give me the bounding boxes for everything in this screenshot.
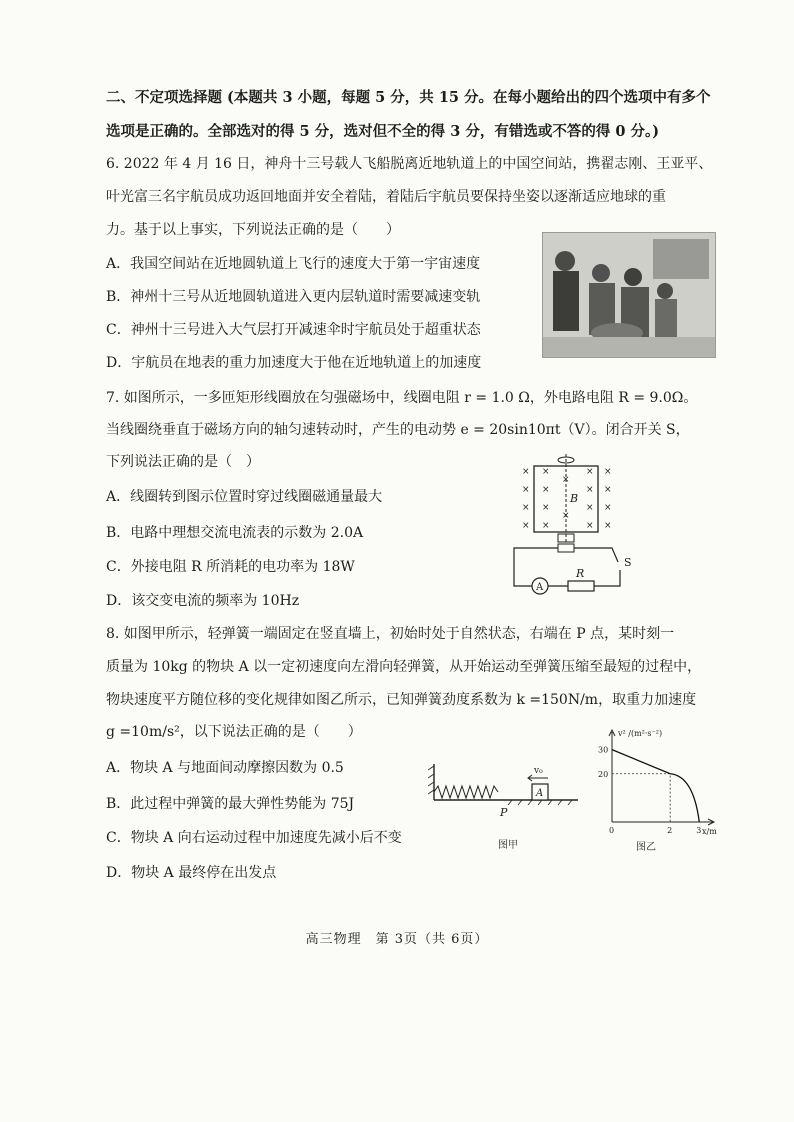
q7-stem-line2: 当线圈绕垂直于磁场方向的轴匀速转动时，产生的电动势 e = 20sin10πt（V）。闭合开关 S，	[106, 422, 690, 438]
resistor-icon	[568, 581, 594, 591]
svg-text:×: ×	[604, 503, 612, 513]
q6-option-d: D．宇航员在地表的重力加速度大于他在近地轨道上的加速度	[106, 355, 482, 371]
resistor-label: R	[576, 567, 585, 580]
q8-option-d: D．物块 A 最终停在出发点	[106, 865, 277, 881]
q6-option-c: C．神州十三号进入大气层打开减速伞时宇航员处于超重状态	[106, 322, 481, 338]
guide-line	[612, 774, 670, 822]
spring-icon	[434, 786, 498, 798]
svg-text:×: ×	[586, 521, 594, 531]
y-tick-label: 20	[598, 769, 609, 779]
svg-text:×: ×	[586, 503, 594, 513]
q6-stem-line1: 6. 2022 年 4 月 16 日，神舟十三号载人飞船脱离近地轨道上的中国空间站，携翟志刚、王亚平、	[106, 156, 713, 172]
section-heading-line1: 二、不定项选择题 (本题共 3 小题，每题 5 分，共 15 分。在每小题给出的四个选项中有多个	[106, 89, 711, 106]
point-p-label: P	[500, 806, 508, 819]
field-label-b: B	[570, 492, 579, 505]
q7-circuit-figure	[500, 452, 640, 602]
svg-text:×: ×	[522, 467, 530, 477]
x-axis-label: x/m	[702, 827, 717, 836]
q8-stem-line2: 质量为 10kg 的物块 A 以一定初速度向左滑向轻弹簧，从开始运动至弹簧压缩至最短的过程中，	[106, 659, 702, 675]
q8-stem-line3: 物块速度平方随位移的变化规律如图乙所示，已知弹簧劲度系数为 k =150N/m，取重力加速度	[106, 692, 697, 708]
q8-figure-yi-chart	[588, 726, 722, 854]
q6-stem-line3: 力。基于以上事实，下列说法正确的是（ ）	[106, 222, 400, 238]
svg-text:×: ×	[542, 521, 550, 531]
series-line	[612, 750, 699, 822]
q8-option-b: B．此过程中弹簧的最大弹性势能为 75J	[106, 796, 355, 812]
y-axis-label: v² /(m²·s⁻²)	[618, 729, 663, 738]
q6-option-b: B．神州十三号从近地圆轨道进入更内层轨道时需要减速变轨	[106, 289, 481, 305]
svg-text:×: ×	[562, 511, 570, 521]
q7-stem-line1: 7. 如图所示，一多匝矩形线圈放在匀强磁场中，线圈电阻 r = 1.0 Ω，外电路电阻 R = 9.0Ω。	[106, 390, 698, 406]
y-tick-label: 30	[598, 745, 609, 755]
svg-text:×: ×	[542, 485, 550, 495]
q6-option-a: A．我国空间站在近地圆轨道上飞行的速度大于第一宇宙速度	[106, 256, 481, 272]
v0-label: v₀	[534, 766, 543, 776]
switch-label: S	[624, 556, 632, 569]
page-footer: 高三物理 第 3页（共 6页）	[305, 932, 489, 947]
svg-text:×: ×	[542, 467, 550, 477]
q7-option-a: A．线圈转到图示位置时穿过线圈磁通量最大	[106, 489, 383, 505]
block-a-label: A	[536, 788, 544, 799]
x-tick-label: 3	[696, 826, 702, 835]
svg-text:×: ×	[586, 485, 594, 495]
svg-text:×: ×	[604, 467, 612, 477]
svg-text:×: ×	[562, 475, 570, 485]
astronaut-landing-photo	[542, 232, 716, 358]
svg-text:×: ×	[542, 503, 550, 513]
q8-stem-line1: 8. 如图甲所示，轻弹簧一端固定在竖直墙上，初始时处于自然状态，右端在 P 点，某时刻一	[106, 626, 675, 642]
svg-text:×: ×	[604, 521, 612, 531]
q6-stem-line2: 叶光富三名宇航员成功返回地面并安全着陆，着陆后宇航员要保持坐姿以逐渐适应地球的重	[106, 189, 666, 205]
svg-text:×: ×	[586, 467, 594, 477]
svg-text:×: ×	[522, 521, 530, 531]
q8-figure-jia	[428, 758, 584, 854]
ammeter-label: A	[536, 582, 544, 593]
q7-option-c: C．外接电阻 R 所消耗的电功率为 18W	[106, 559, 355, 575]
figure-yi-caption: 图乙	[636, 842, 656, 853]
x-tick-label: 0	[609, 826, 615, 835]
q8-option-c: C．物块 A 向右运动过程中加速度先减小后不变	[106, 830, 402, 846]
q7-option-d: D．该交变电流的频率为 10Hz	[106, 593, 300, 609]
svg-text:×: ×	[522, 503, 530, 513]
q8-option-a: A．物块 A 与地面间动摩擦因数为 0.5	[106, 760, 344, 776]
q7-option-b: B．电路中理想交流电流表的示数为 2.0A	[106, 525, 364, 541]
figure-jia-caption: 图甲	[498, 840, 518, 851]
section-heading-line2: 选项是正确的。全部选对的得 5 分，选对但不全的得 3 分，有错选或不答的得 0 分。)	[106, 123, 660, 140]
q7-stem-line3: 下列说法正确的是（ ）	[106, 454, 260, 470]
q8-stem-line4: g =10m/s²，以下说法正确的是（ ）	[106, 724, 362, 740]
x-tick-label: 2	[667, 826, 673, 835]
svg-text:×: ×	[604, 485, 612, 495]
svg-text:×: ×	[522, 485, 530, 495]
